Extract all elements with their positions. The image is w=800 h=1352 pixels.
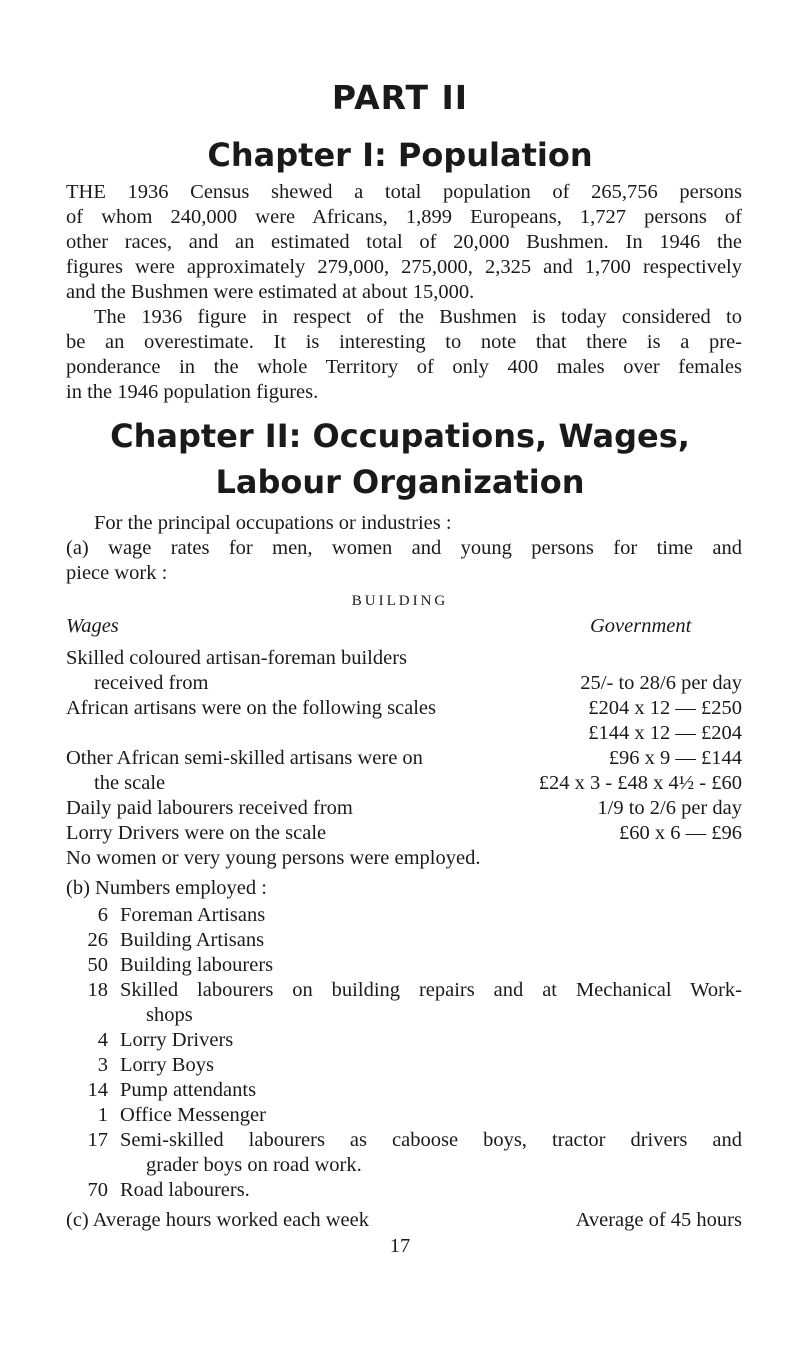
employed-count: 3 [97, 1054, 108, 1076]
part-title: PART II [331, 78, 469, 117]
wage-left-text: Other African semi-skilled artisans were on [66, 747, 423, 769]
wage-left-text: Daily paid labourers received from [66, 797, 353, 819]
text-line: be an overestimate. It is interesting to note that there is a pre- [66, 331, 742, 353]
employed-count: 18 [87, 979, 108, 1001]
wages-label: Wages [66, 615, 119, 637]
chapter-1-paragraph-2 [66, 305, 742, 405]
employed-desc: Building Artisans [120, 929, 265, 951]
employed-desc: Foreman Artisans [120, 904, 266, 926]
section-c-heading: (c) Average hours worked each week [66, 1209, 369, 1231]
employed-count: 17 [87, 1129, 108, 1151]
chapter-1-title: Chapter I: Population [207, 136, 593, 174]
chapter-2-title-line-1: Chapter II: Occupations, Wages, [110, 417, 690, 455]
wage-left-text: African artisans were on the following scales [66, 697, 437, 719]
wage-rate: £24 x 3 - £48 x 4½ - £60 [538, 772, 742, 794]
wage-rate: £144 x 12 — £204 [588, 722, 742, 744]
employed-count: 1 [97, 1104, 108, 1126]
employed-desc: Office Messenger [120, 1104, 266, 1126]
text-line: piece work : [66, 562, 168, 584]
employed-desc: Pump attendants [120, 1079, 257, 1101]
wage-rate: £96 x 9 — £144 [608, 747, 742, 769]
employed-count: 26 [87, 929, 108, 951]
text-line: in the 1946 population figures. [66, 381, 319, 403]
employed-desc: Lorry Boys [120, 1054, 214, 1076]
government-label: Government [590, 615, 692, 637]
text-line: ponderance in the whole Territory of only 400 males over females [66, 356, 742, 378]
employed-desc: Skilled labourers on building repairs and at Mechanical Work- [120, 979, 742, 1001]
chapter-2-title-line-2: Labour Organization [215, 463, 585, 501]
employed-count: 14 [87, 1079, 108, 1101]
section-b-heading: (b) Numbers employed : [66, 877, 267, 899]
section-a-heading [66, 536, 742, 586]
employed-desc-cont: shops [146, 1004, 193, 1026]
employed-desc: Road labourers. [120, 1179, 250, 1201]
employed-desc: Semi-skilled labourers as caboose boys, tractor drivers and [120, 1129, 742, 1151]
employed-desc-cont: grader boys on road work. [146, 1154, 362, 1176]
text-line: THE 1936 Census shewed a total population of 265,756 persons [66, 181, 742, 203]
employed-count: 6 [97, 904, 108, 926]
text-line: and the Bushmen were estimated at about 15,000. [66, 281, 475, 303]
employed-count: 70 [87, 1179, 108, 1201]
text-line: (a) wage rates for men, women and young persons for time and [66, 537, 742, 559]
wage-left-text: received from [94, 672, 209, 694]
wage-left-text: Skilled coloured artisan-foreman builders [66, 647, 407, 669]
wage-left-text: the scale [94, 772, 166, 794]
employed-count: 4 [97, 1029, 108, 1051]
wage-rate: £204 x 12 — £250 [588, 697, 742, 719]
section-c-value: Average of 45 hours [575, 1209, 742, 1231]
page-number: 17 [389, 1235, 411, 1257]
chapter-1-paragraph-1 [66, 180, 742, 305]
text-line: figures were approximately 279,000, 275,000, 2,325 and 1,700 respectively [66, 256, 742, 278]
building-label: BUILDING [351, 593, 449, 609]
no-women-note: No women or very young persons were employed. [66, 847, 481, 869]
employed-desc: Building labourers [120, 954, 274, 976]
employed-desc: Lorry Drivers [120, 1029, 234, 1051]
chapter-2-intro: For the principal occupations or industries : [94, 512, 452, 534]
text-line: of whom 240,000 were Africans, 1,899 Europeans, 1,727 persons of [66, 206, 742, 228]
wage-rate: 25/- to 28/6 per day [580, 672, 742, 694]
employed-count: 50 [87, 954, 108, 976]
wage-rate: £60 x 6 — £96 [619, 822, 742, 844]
wage-left-text: Lorry Drivers were on the scale [66, 822, 327, 844]
wage-rate: 1/9 to 2/6 per day [597, 797, 742, 819]
text-line: The 1936 figure in respect of the Bushmen is today considered to [94, 306, 742, 328]
text-line: other races, and an estimated total of 20,000 Bushmen. In 1946 the [66, 231, 742, 253]
